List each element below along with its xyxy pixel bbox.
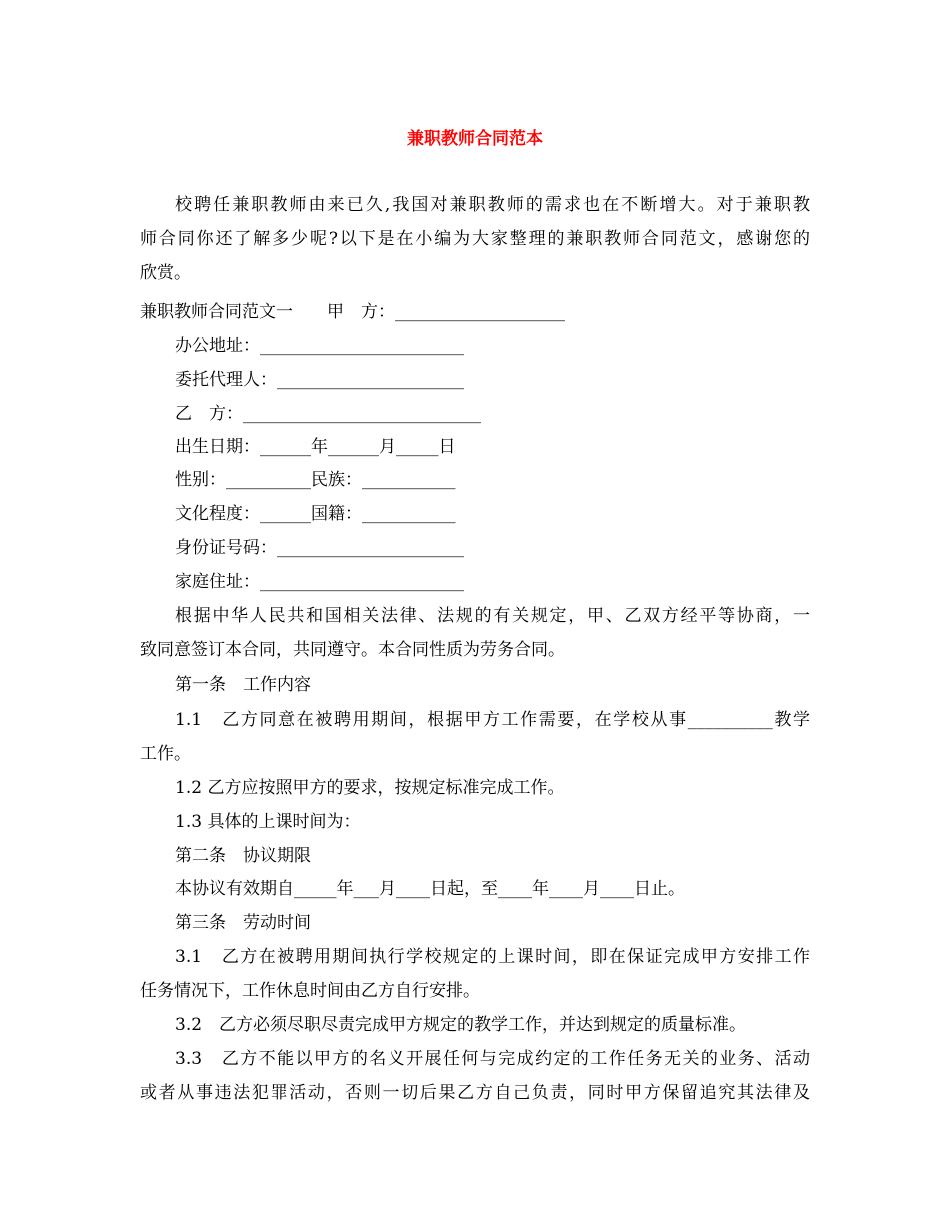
clause-line: 3.1 乙方在被聘用期间执行学校规定的上课时间，即在保证完成甲方安排工作 [175,947,810,967]
section-heading: 第二条 协议期限 [175,846,311,866]
clause-line: 3.2 乙方必须尽职尽责完成甲方规定的教学工作，并达到规定的质量标准。 [175,1015,747,1035]
form-line-home-address: 家庭住址：________________________ [175,572,464,592]
form-line-birth-date: 出生日期：______年______月_____日 [175,437,456,457]
paragraph-line: 师合同你还了解多少呢?以下是在小编为大家整理的兼职教师合同范文，感谢您的 [140,229,810,249]
form-line-office-address: 办公地址：________________________ [175,336,464,356]
clause-line: 任务情况下，工作休息时间由乙方自行安排。 [140,981,480,1001]
section-heading: 第一条 工作内容 [175,675,311,695]
clause-line: 工作。 [140,744,191,764]
form-line-education-nationality: 文化程度：______国籍：___________ [175,504,456,524]
form-line-id-number: 身份证号码：______________________ [175,538,464,558]
paragraph-line: 校聘任兼职教师由来已久,我国对兼职教师的需求也在不断增大。对于兼职教 [175,195,810,215]
paragraph-line: 致同意签订本合同，共同遵守。本合同性质为劳务合同。 [140,640,565,660]
clause-line: 3.3 乙方不能以甲方的名义开展任何与完成约定的工作任务无关的业务、活动 [175,1049,810,1069]
clause-line: 或者从事违法犯罪活动，否则一切后果乙方自己负责，同时甲方保留追究其法律及 [140,1083,810,1103]
section-heading: 第三条 劳动时间 [175,913,311,933]
clause-line: 本协议有效期自_____年___月____日起，至____年____月____日止。 [175,879,685,899]
clause-line: 1.1 乙方同意在被聘用期间，根据甲方工作需要，在学校从事__________教学 [175,710,810,730]
clause-line: 1.2 乙方应按照甲方的要求，按规定标准完成工作。 [175,778,565,798]
paragraph-line: 欣赏。 [140,263,191,283]
form-line-party-b: 乙 方：____________________________ [175,404,481,424]
form-line-agent: 委托代理人：______________________ [175,370,464,390]
form-line-gender-ethnicity: 性别：__________民族：___________ [175,470,456,490]
paragraph-line: 根据中华人民共和国相关法律、法规的有关规定，甲、乙双方经平等协商，一 [175,606,810,626]
form-line-party-a: 兼职教师合同范文一 甲 方：____________________ [140,302,565,322]
document-title: 兼职教师合同范本 [407,129,543,149]
clause-line: 1.3 具体的上课时间为： [175,812,361,832]
